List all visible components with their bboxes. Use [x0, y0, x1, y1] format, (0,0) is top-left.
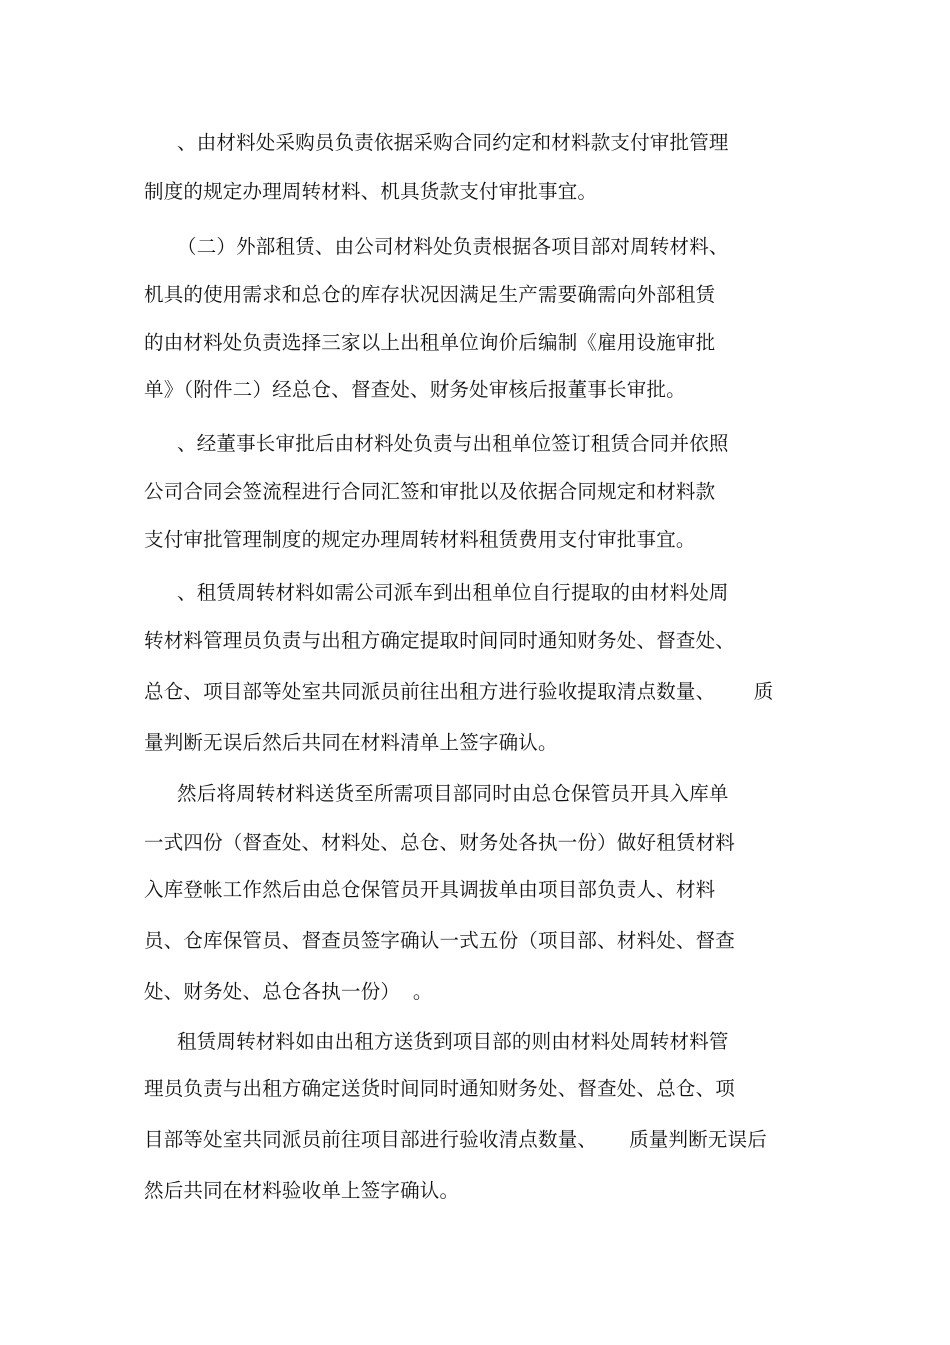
paragraph-4-line-1: 、租赁周转材料如需公司派车到出租单位自行提取的由材料处周 — [177, 581, 729, 604]
paragraph-2-line-2: 机具的使用需求和总仓的库存状况因满足生产需要确需向外部租赁 — [144, 283, 716, 306]
paragraph-3-line-1: 、经董事长审批后由材料处负责与出租单位签订租赁合同并依照 — [177, 432, 729, 455]
paragraph-5-line-1: 然后将周转材料送货至所需项目部同时由总仓保管员开具入库单 — [177, 782, 729, 805]
paragraph-3-line-2: 公司合同会签流程进行合同汇签和审批以及依据合同规定和材料款 — [144, 480, 716, 503]
paragraph-4-line-4: 量判断无误后然后共同在材料清单上签字确认。 — [144, 731, 558, 754]
paragraph-1-line-1: 、由材料处采购员负责依据采购合同约定和材料款支付审批管理 — [177, 131, 729, 154]
paragraph-2-line-4: 单》（附件二）经总仓、督查处、财务处审核后报董事长审批。 — [144, 378, 686, 401]
paragraph-6-line-2: 理员负责与出租方确定送货时间同时通知财务处、督查处、总仓、项 — [144, 1077, 736, 1100]
paragraph-3-line-3: 支付审批管理制度的规定办理周转材料租赁费用支付审批事宜。 — [144, 528, 696, 551]
paragraph-5-line-5: 处、财务处、总仓各执一份） 。 — [144, 980, 433, 1003]
paragraph-5-line-3: 入库登帐工作然后由总仓保管员开具调拔单由项目部负责人、材料 — [144, 878, 716, 901]
paragraph-5-line-2: 一式四份（督查处、材料处、总仓、财务处各执一份）做好租赁材料 — [144, 831, 736, 854]
paragraph-2-line-1: （二）外部租赁、由公司材料处负责根据各项目部对周转材料、 — [177, 235, 729, 258]
paragraph-1-line-2: 制度的规定办理周转材料、机具货款支付审批事宜。 — [144, 180, 598, 203]
paragraph-6-line-4: 然后共同在材料验收单上签字确认。 — [144, 1179, 460, 1202]
paragraph-6-line-1: 租赁周转材料如由出租方送货到项目部的则由材料处周转材料管 — [177, 1030, 729, 1053]
paragraph-4-line-3: 总仓、项目部等处室共同派员前往出租方进行验收提取清点数量、 质 — [144, 680, 774, 703]
paragraph-2-line-3: 的由材料处负责选择三家以上出租单位询价后编制《雇用设施审批 — [144, 331, 716, 354]
paragraph-6-line-3: 目部等处室共同派员前往项目部进行验收清点数量、 质量判断无误后 — [144, 1128, 767, 1151]
paragraph-4-line-2: 转材料管理员负责与出租方确定提取时间同时通知财务处、督查处、 — [144, 629, 736, 652]
paragraph-5-line-4: 员、仓库保管员、督查员签字确认一式五份（项目部、材料处、督查 — [144, 929, 736, 952]
